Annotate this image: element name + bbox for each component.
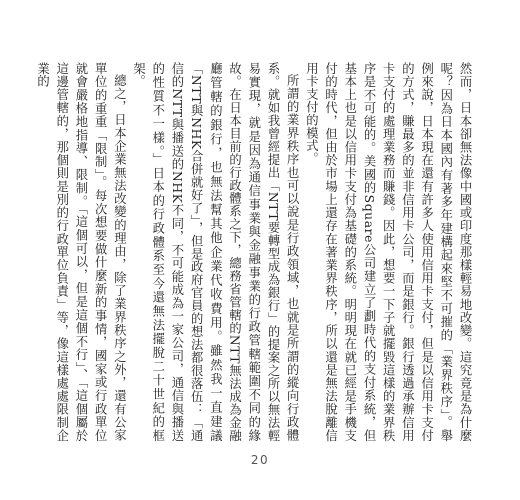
paragraph-2: 所謂的業界秩序也可以說是行政領域，也就是所謂的縱向行政體系。就如我曾經提出「NTT要轉型成為銀行」的提案之所以無法輕易實現，就是因為通信事業與金融事業的行政管轄範圍不同的緣故。在日本目前的行政體系之下，總務省管轄的NTT無法成為金融廳管轄的銀行，也無法幫其他企業代收費用。雖然我一直建議「NTT與NHK合併就好了」，但是政府官員的想法都很落伍：「通信的NTT與播送的NHK不同，不可能成為一家公司，通信與播送的性質不一樣。」日本的行政體系至今還無法擺脫二十世紀的框架。 — [131, 62, 300, 442]
paragraph-1: 然而，日本卻無法像中國或印度那樣輕易地改變。這究竟是為什麼呢？因為日本國內有著多年建構起來堅不可摧的「業界秩序」。舉例來說，日本現在還有許多人使用信用卡支付，但是以信用卡支付的方式，賺最多的並非信用卡公司，而是銀行。銀行透過承辦信用卡支付的處理業務而賺錢。因此，想要一下子就擺毀這樣的業界秩序是不可能的。美國的Square公司建立了劃時代的支付系統，但基本上也是以信用卡支付為基礎的系統。明明現在就已經是手機支付的時代，但由於市場上還存在著業界秩序，所以還是無法脫離信用卡支付的模式。 — [304, 62, 472, 442]
page-number: 20 — [250, 453, 270, 467]
body-text — [35, 62, 474, 442]
paragraph-3: 總之，日本企業無法改變的理由，除了業界秩序之外，還有公家單位的重重「限制」。每次想要做什麼新的事情，國家或行政單位就會嚴格地指導、限制。「這個可以，但是這個不行」、「這個屬於這邊管轄的，那個則是別的行政單位負責」等，像這樣處處限制企業的 — [35, 62, 127, 442]
